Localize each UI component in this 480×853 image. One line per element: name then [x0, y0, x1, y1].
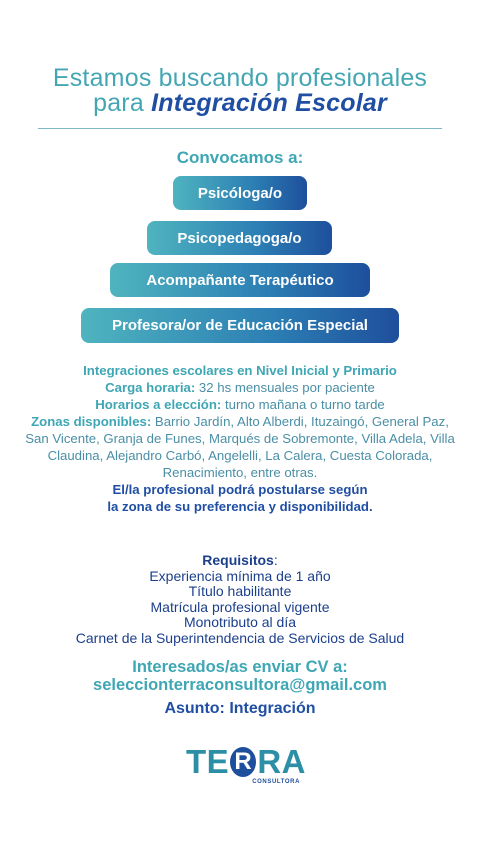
logo-wordmark: [186, 745, 306, 779]
headline-emphasis: Integración Escolar: [151, 89, 387, 117]
logo-r: R: [234, 748, 253, 775]
role-label: Acompañante Terapéutico: [146, 271, 334, 289]
note-line1: El/la profesional podrá postularse según: [112, 482, 368, 497]
requirement-item: Experiencia mínima de 1 año: [149, 567, 331, 584]
requirement-item: Monotributo al día: [183, 614, 297, 630]
contact-subject: Asunto: Integración: [164, 700, 316, 717]
contact-line1: Interesados/as enviar CV a:: [132, 658, 348, 676]
requirement-item: Matrícula profesional vigente: [150, 598, 330, 615]
logo-subtitle: CONSULTORA: [252, 779, 300, 785]
requirements: [10, 553, 470, 646]
job-details: [20, 362, 460, 515]
contact: [0, 658, 480, 718]
logo-part1: TE: [186, 743, 230, 780]
call-title: Convocamos a:: [176, 148, 304, 167]
hours-label: Carga horaria:: [105, 380, 196, 395]
zones-label: Zonas disponibles:: [31, 414, 152, 429]
zones-value: Barrio Jardín, Alto Alberdi, Ituzaingó, General Paz, San Vicente, Granja de Funes, Marqués de Sobremonte, Villa Adela, Villa Claudina, Alejandro Carbó, Angelelli, La Calera, Cuesta Colorada, Renacimiento, entre otras.: [25, 414, 455, 480]
schedule-label: Horarios a elección:: [95, 397, 222, 412]
role-psicopedagoga: [147, 221, 332, 255]
headline-line2-prefix: para: [93, 89, 152, 117]
terra-logo: [186, 745, 306, 785]
requirement-item: Título habilitante: [188, 583, 292, 599]
requirements-title: Requisitos: [202, 552, 274, 568]
role-profesora: [81, 308, 399, 343]
requirements-colon: :: [273, 552, 278, 568]
requirement-item: Carnet de la Superintendencia de Servicios de Salud: [75, 629, 405, 646]
role-acompanante: [110, 263, 370, 297]
role-psicologa: [173, 176, 307, 210]
headline: [0, 66, 480, 116]
role-label: Psicóloga/o: [197, 184, 283, 202]
headline-line2: [0, 91, 480, 116]
role-label: Psicopedagoga/o: [177, 229, 302, 247]
contact-email[interactable]: seleccionterraconsultora@gmail.com: [93, 676, 387, 694]
logo-part2: RA: [257, 743, 306, 780]
schedule-value: turno mañana o turno tarde: [221, 397, 385, 412]
logo-r-circle: [230, 747, 256, 777]
hours-value: 32 hs mensuales por paciente: [195, 380, 375, 395]
role-label: Profesora/or de Educación Especial: [112, 317, 368, 334]
divider: [38, 128, 442, 129]
details-intro: Integraciones escolares en Nivel Inicial y Primario: [83, 363, 397, 378]
note-line2: la zona de su preferencia y disponibilidad.: [107, 499, 373, 514]
headline-line1: Estamos buscando profesionales: [52, 64, 428, 92]
